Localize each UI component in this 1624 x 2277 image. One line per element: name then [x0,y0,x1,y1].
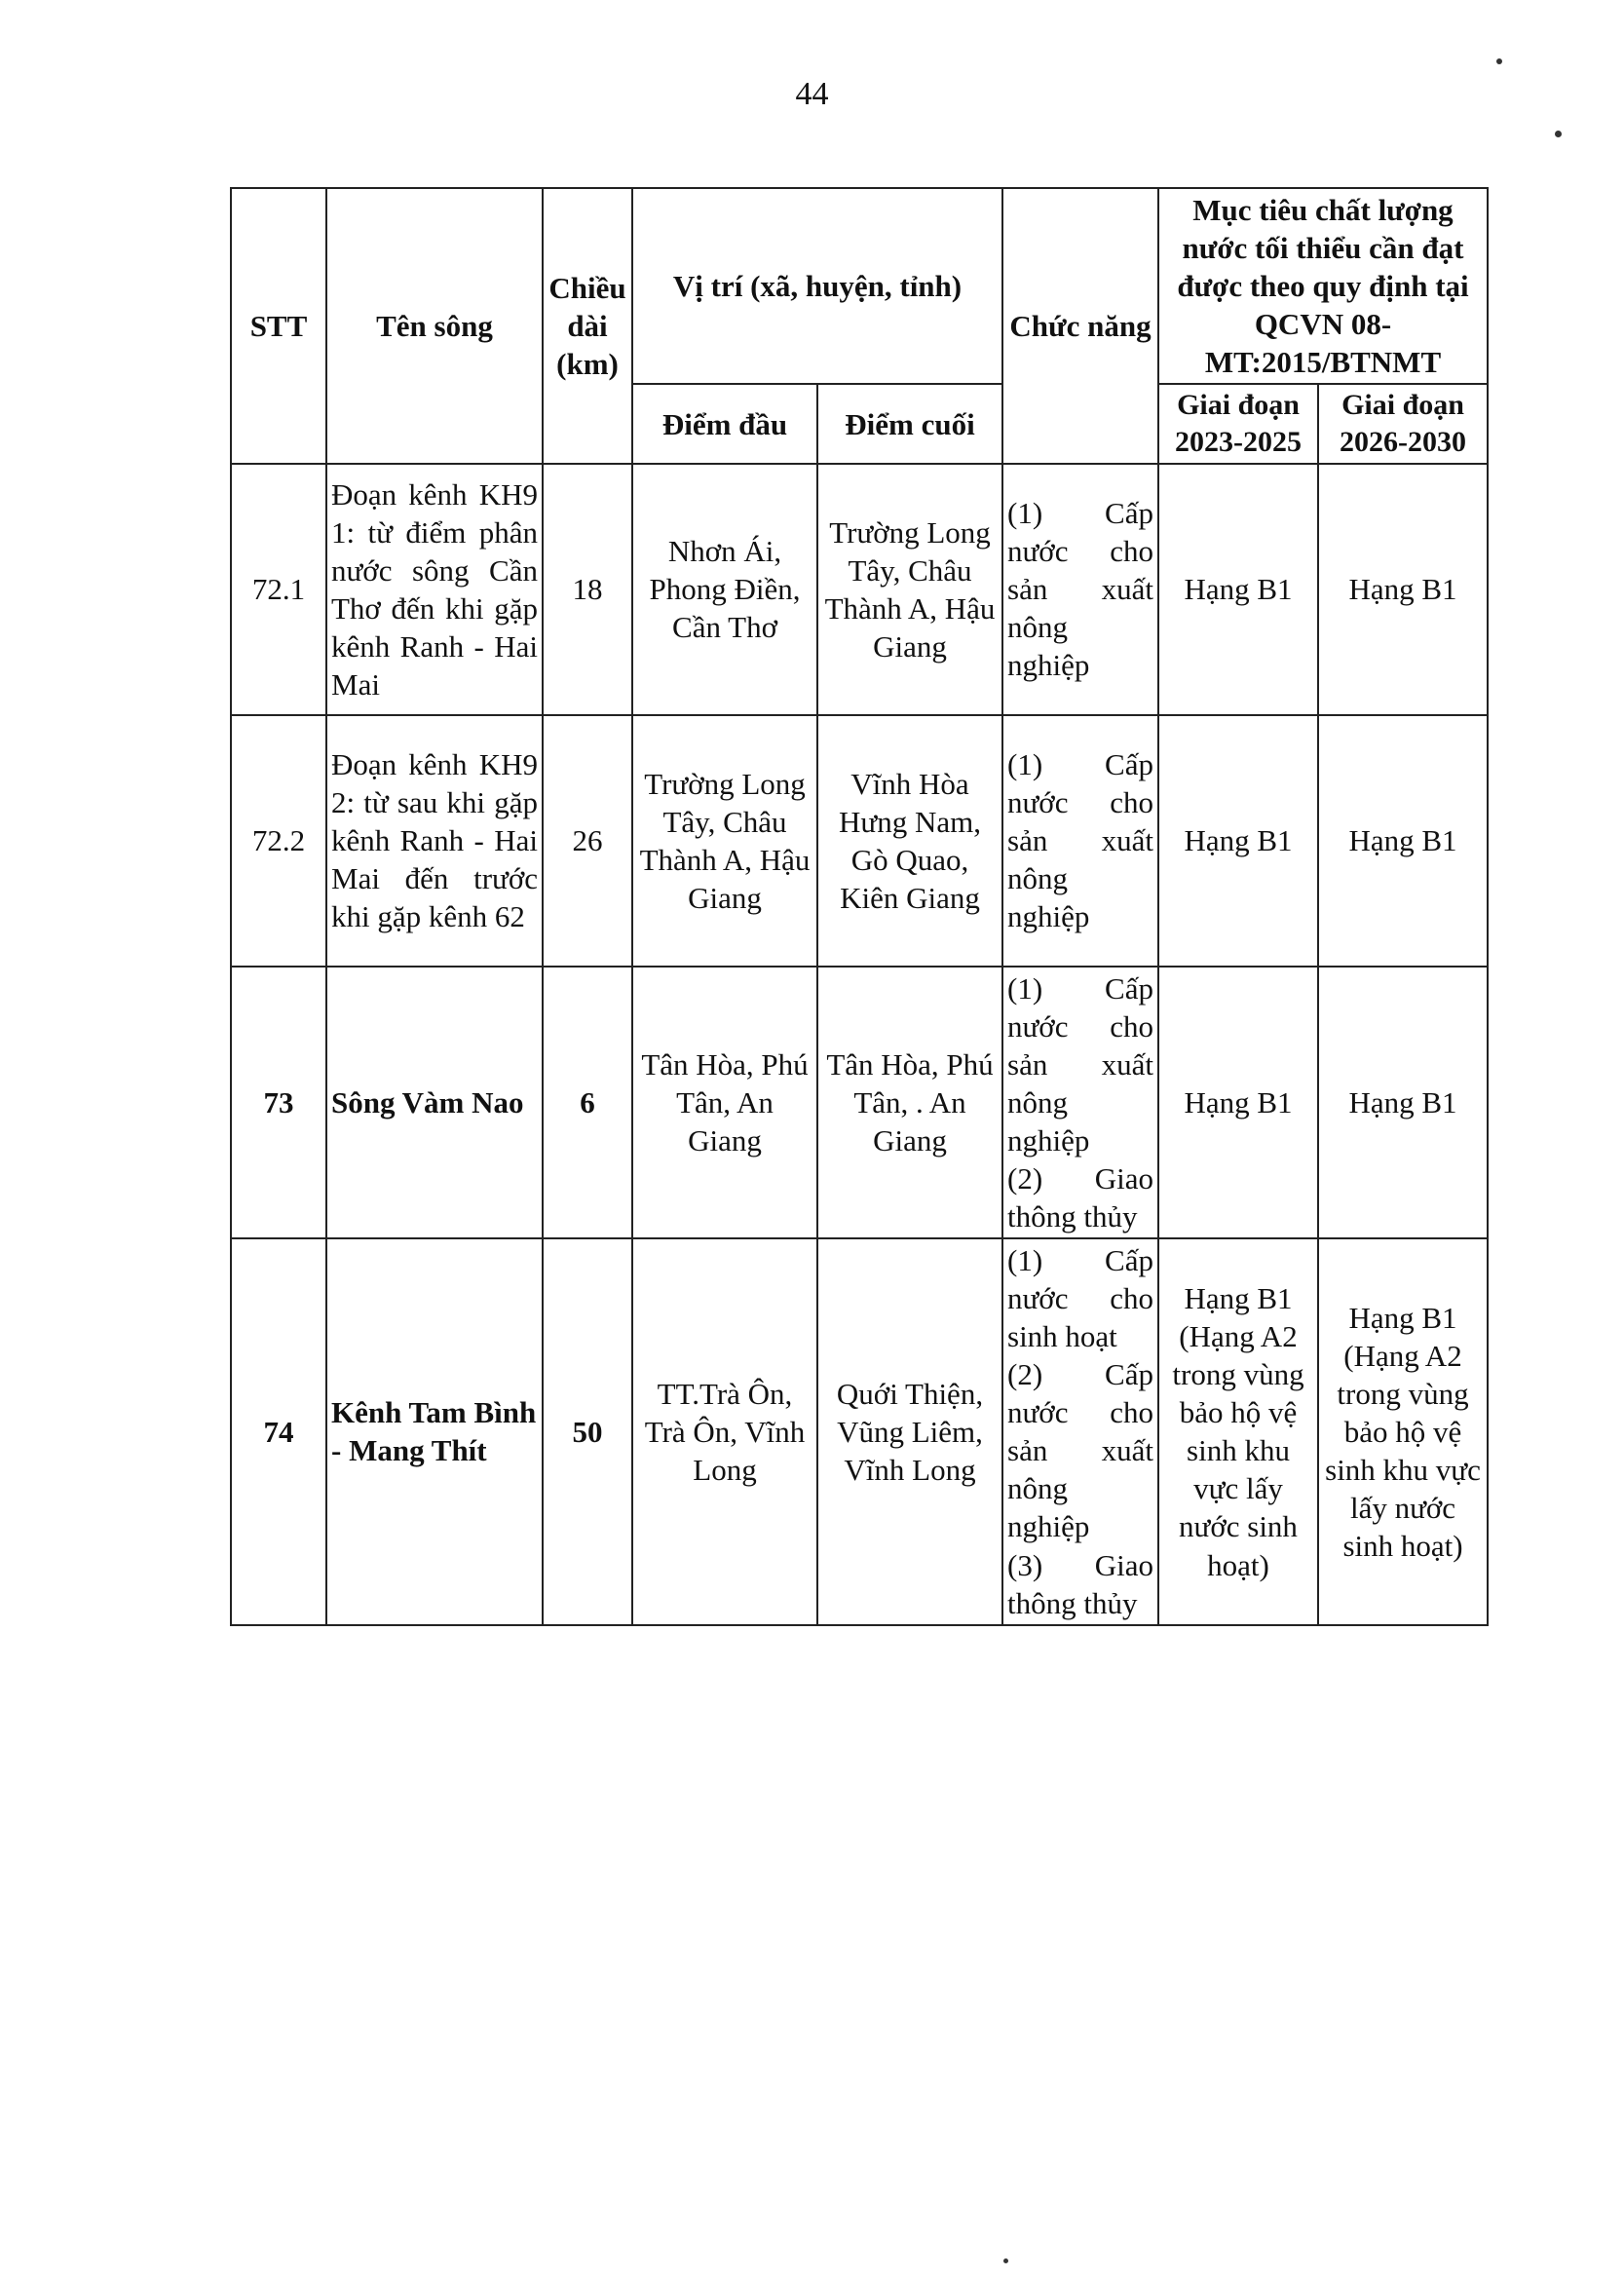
cell-chieu-dai: 6 [543,967,632,1238]
cell-ten-song: Đoạn kênh KH9 2: từ sau khi gặp kênh Ranh - Hai Mai đến trước khi gặp kênh 62 [326,715,543,967]
header-giai-doan-2026-2030: Giai đoạn 2026-2030 [1318,384,1488,464]
header-diem-cuoi: Điểm cuối [817,384,1002,464]
header-giai-doan-2023-2025: Giai đoạn 2023-2025 [1158,384,1318,464]
cell-stt: 74 [231,1238,326,1624]
cell-diem-dau: Tân Hòa, Phú Tân, An Giang [632,967,817,1238]
cell-ten-song: Kênh Tam Bình - Mang Thít [326,1238,543,1624]
cell-chuc-nang: (1) Cấp nước cho sản xuất nông nghiệp [1002,715,1158,967]
cell-diem-cuoi: Trường Long Tây, Châu Thành A, Hậu Giang [817,464,1002,715]
cell-giai-doan-2: Hạng B1 [1318,464,1488,715]
header-stt: STT [231,188,326,464]
cell-chieu-dai: 50 [543,1238,632,1624]
header-chieu-dai: Chiều dài (km) [543,188,632,464]
table-row [231,967,1488,1238]
scan-speck [1555,131,1562,137]
cell-giai-doan-2: Hạng B1 [1318,967,1488,1238]
cell-giai-doan-1: Hạng B1 (Hạng A2 trong vùng bảo hộ vệ sinh khu vực lấy nước sinh hoạt) [1158,1238,1318,1624]
header-chuc-nang: Chức năng [1002,188,1158,464]
cell-stt: 73 [231,967,326,1238]
cell-giai-doan-2: Hạng B1 [1318,715,1488,967]
water-quality-table [230,187,1489,1626]
cell-giai-doan-1: Hạng B1 [1158,715,1318,967]
table-row [231,1238,1488,1624]
cell-giai-doan-1: Hạng B1 [1158,464,1318,715]
cell-diem-cuoi: Vĩnh Hòa Hưng Nam, Gò Quao, Kiên Giang [817,715,1002,967]
scan-speck [1496,58,1502,64]
header-muc-tieu: Mục tiêu chất lượng nước tối thiểu cần đạt được theo quy định tại QCVN 08-MT:2015/BTNMT [1158,188,1488,384]
header-ten-song: Tên sông [326,188,543,464]
cell-chieu-dai: 26 [543,715,632,967]
page-number: 44 [795,76,829,112]
cell-diem-dau: Nhơn Ái, Phong Điền, Cần Thơ [632,464,817,715]
cell-giai-doan-1: Hạng B1 [1158,967,1318,1238]
cell-diem-cuoi: Tân Hòa, Phú Tân, . An Giang [817,967,1002,1238]
cell-ten-song: Đoạn kênh KH9 1: từ điểm phân nước sông Cần Thơ đến khi gặp kênh Ranh - Hai Mai [326,464,543,715]
cell-ten-song: Sông Vàm Nao [326,967,543,1238]
cell-chuc-nang: (1) Cấp nước cho sinh hoạt (2) Cấp nước cho sản xuất nông nghiệp (3) Giao thông thủy [1002,1238,1158,1624]
cell-giai-doan-2: Hạng B1 (Hạng A2 trong vùng bảo hộ vệ sinh khu vực lấy nước sinh hoạt) [1318,1238,1488,1624]
cell-diem-dau: Trường Long Tây, Châu Thành A, Hậu Giang [632,715,817,967]
header-vi-tri: Vị trí (xã, huyện, tỉnh) [632,188,1002,384]
cell-chieu-dai: 18 [543,464,632,715]
cell-diem-dau: TT.Trà Ôn, Trà Ôn, Vĩnh Long [632,1238,817,1624]
scan-speck [1003,2258,1008,2263]
cell-diem-cuoi: Quới Thiện, Vũng Liêm, Vĩnh Long [817,1238,1002,1624]
cell-stt: 72.2 [231,715,326,967]
cell-chuc-nang: (1) Cấp nước cho sản xuất nông nghiệp [1002,464,1158,715]
table-row [231,464,1488,715]
cell-stt: 72.1 [231,464,326,715]
header-diem-dau: Điểm đầu [632,384,817,464]
cell-chuc-nang: (1) Cấp nước cho sản xuất nông nghiệp (2) Giao thông thủy [1002,967,1158,1238]
table-row [231,715,1488,967]
